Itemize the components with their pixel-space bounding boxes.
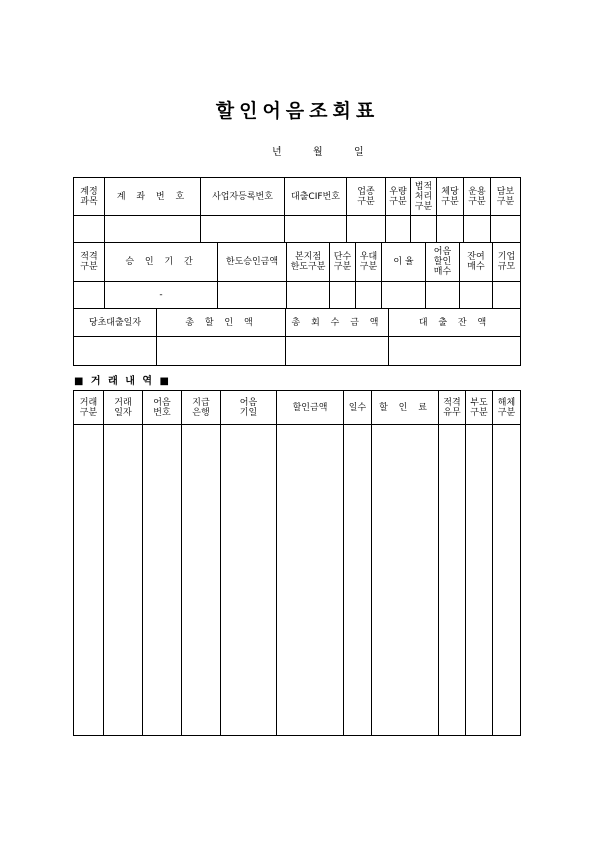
header-eligibility-type: 적격 구분 (74, 243, 105, 282)
header-interest-rate: 이 율 (382, 243, 426, 282)
header-company-size: 기업 규모 (493, 243, 521, 282)
page-title: 할인어음조회표 (215, 100, 380, 122)
header-prime-type: 우량 구분 (386, 178, 411, 216)
cell-branch-limit-type (287, 282, 330, 309)
header-account-number: 계 좌 번 호 (105, 178, 201, 216)
cell-total-discount-amount (157, 337, 286, 366)
cell-discount-amount (277, 425, 344, 736)
header-branch-limit-type: 본지점 한도구분 (287, 243, 330, 282)
cell-industry-type (347, 216, 386, 243)
cell-approval-period (105, 282, 218, 309)
header-transaction-date: 거래 일자 (104, 391, 143, 425)
header-days: 일수 (344, 391, 372, 425)
cell-discount-fee (372, 425, 439, 736)
cell-paying-bank (182, 425, 221, 736)
header-collateral-type: 담보 구분 (491, 178, 521, 216)
header-substitute-type: 체당 구분 (437, 178, 464, 216)
cell-remaining-count (460, 282, 493, 309)
cell-days (344, 425, 372, 736)
header-bill-number: 어음 번호 (143, 391, 182, 425)
header-eligibility: 적격 유무 (439, 391, 466, 425)
header-legal-process-type: 법적 처리 구분 (411, 178, 437, 216)
cell-collateral-type (491, 216, 521, 243)
header-business-reg-number: 사업자등록번호 (201, 178, 285, 216)
cell-company-size (493, 282, 521, 309)
approval-info-table (73, 242, 521, 309)
cell-operation-type (464, 216, 491, 243)
header-discount-amount: 할인금액 (277, 391, 344, 425)
date-line (0, 143, 595, 157)
cell-default-type (466, 425, 493, 736)
period-separator: - (159, 290, 163, 300)
header-operation-type: 운용 구분 (464, 178, 491, 216)
header-bill-due-date: 어음 기일 (221, 391, 277, 425)
year-label: 년 (272, 147, 282, 158)
header-paying-bank: 지급 은행 (182, 391, 221, 425)
cell-loan-balance (389, 337, 521, 366)
header-bill-discount-count: 어음 할인 매수 (426, 243, 460, 282)
header-fraction-type: 단수 구분 (330, 243, 356, 282)
section-title-transactions: ■ 거 래 내 역 ■ (74, 376, 171, 387)
cell-interest-rate (382, 282, 426, 309)
cell-limit-approval-amount (218, 282, 287, 309)
header-approval-period: 승 인 기 간 (105, 243, 218, 282)
cell-loan-cif-number (285, 216, 347, 243)
header-total-collection-amount: 총 회 수 금 액 (286, 309, 389, 337)
header-industry-type: 업종 구분 (347, 178, 386, 216)
cell-initial-loan-date (74, 337, 157, 366)
cell-business-reg-number (201, 216, 285, 243)
header-remaining-count: 잔여 매수 (460, 243, 493, 282)
header-total-discount-amount: 총 할 인 액 (157, 309, 286, 337)
header-discount-fee: 할 인 료 (372, 391, 439, 425)
cell-account-number (105, 216, 201, 243)
header-transaction-type: 거래 구분 (74, 391, 104, 425)
cell-total-collection-amount (286, 337, 389, 366)
header-loan-balance: 대 출 잔 액 (389, 309, 521, 337)
loan-summary-table (73, 308, 521, 366)
day-label: 일 (354, 147, 364, 158)
cell-eligibility-type (74, 282, 105, 309)
cell-dissolution-type (493, 425, 521, 736)
cell-substitute-type (437, 216, 464, 243)
header-limit-approval-amount: 한도승인금액 (218, 243, 287, 282)
cell-transaction-date (104, 425, 143, 736)
cell-account-subject (74, 216, 105, 243)
header-dissolution-type: 해체 구분 (493, 391, 521, 425)
cell-fraction-type (330, 282, 356, 309)
header-account-subject: 계정 과목 (74, 178, 105, 216)
cell-transaction-type (74, 425, 104, 736)
cell-preferential-type (356, 282, 382, 309)
transaction-history-table (73, 390, 521, 736)
month-label: 월 (313, 147, 323, 158)
cell-bill-discount-count (426, 282, 460, 309)
header-loan-cif-number: 대출CIF번호 (285, 178, 347, 216)
cell-eligibility (439, 425, 466, 736)
account-info-table (73, 177, 521, 243)
cell-bill-number (143, 425, 182, 736)
cell-bill-due-date (221, 425, 277, 736)
header-preferential-type: 우대 구분 (356, 243, 382, 282)
header-initial-loan-date: 당초대출일자 (74, 309, 157, 337)
header-default-type: 부도 구분 (466, 391, 493, 425)
cell-legal-process-type (411, 216, 437, 243)
cell-prime-type (386, 216, 411, 243)
